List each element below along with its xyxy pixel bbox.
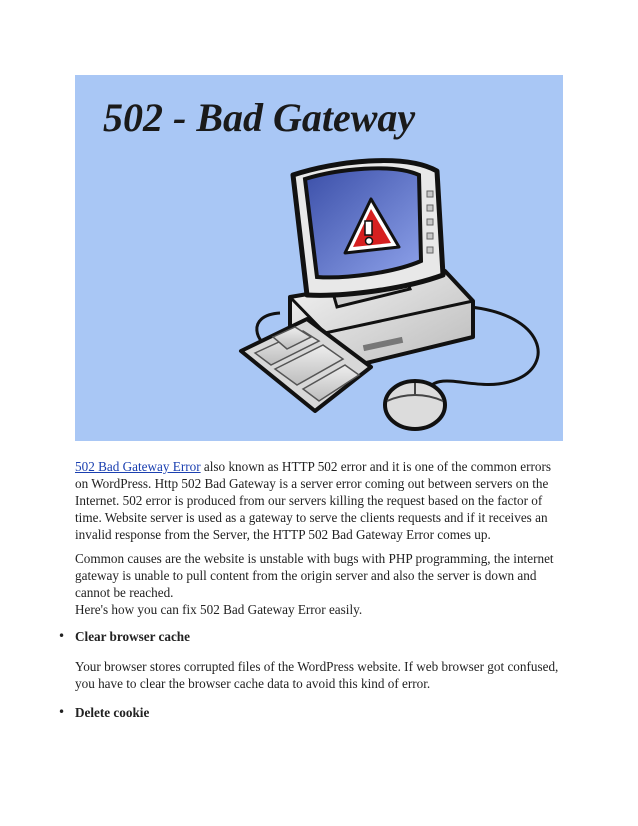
mouse [385, 381, 445, 429]
bullet-icon: • [58, 629, 66, 643]
list-item-title: Delete cookie [75, 705, 150, 720]
fix-intro-text: Here's how you can fix 502 Bad Gateway Error easily. [75, 602, 363, 617]
bullet-icon: • [58, 705, 66, 719]
causes-text: Common causes are the website is unstable with bugs with PHP programming, the internet gateway is unable to pull content from the origin server and also the server is down and cannot be reached. [75, 551, 554, 600]
intro-text: also known as HTTP 502 error and it is one of the common errors on WordPress. Http 502 Bad Gateway is a server error coming out between servers on the Internet. 502 error is produced from our servers killing the request based on the factor of time. Website server is used as a gateway to serve the clients requests and if it receives an invalid response from the Server, the HTTP 502 Bad Gateway Error comes up. [75, 459, 551, 542]
bad-gateway-error-link[interactable]: 502 Bad Gateway Error [75, 459, 201, 474]
bad-gateway-illustration [75, 75, 563, 441]
causes-paragraph [75, 550, 565, 618]
illustration-heading: 502 - Bad Gateway [103, 95, 416, 140]
list-item-body: Your browser stores corrupted files of the WordPress website. If web browser got confused, you have to clear the browser cache data to avoid this kind of error. [75, 659, 559, 691]
list-item-title: Clear browser cache [75, 629, 190, 644]
computer-illustration [75, 75, 563, 441]
intro-paragraph [75, 458, 565, 543]
